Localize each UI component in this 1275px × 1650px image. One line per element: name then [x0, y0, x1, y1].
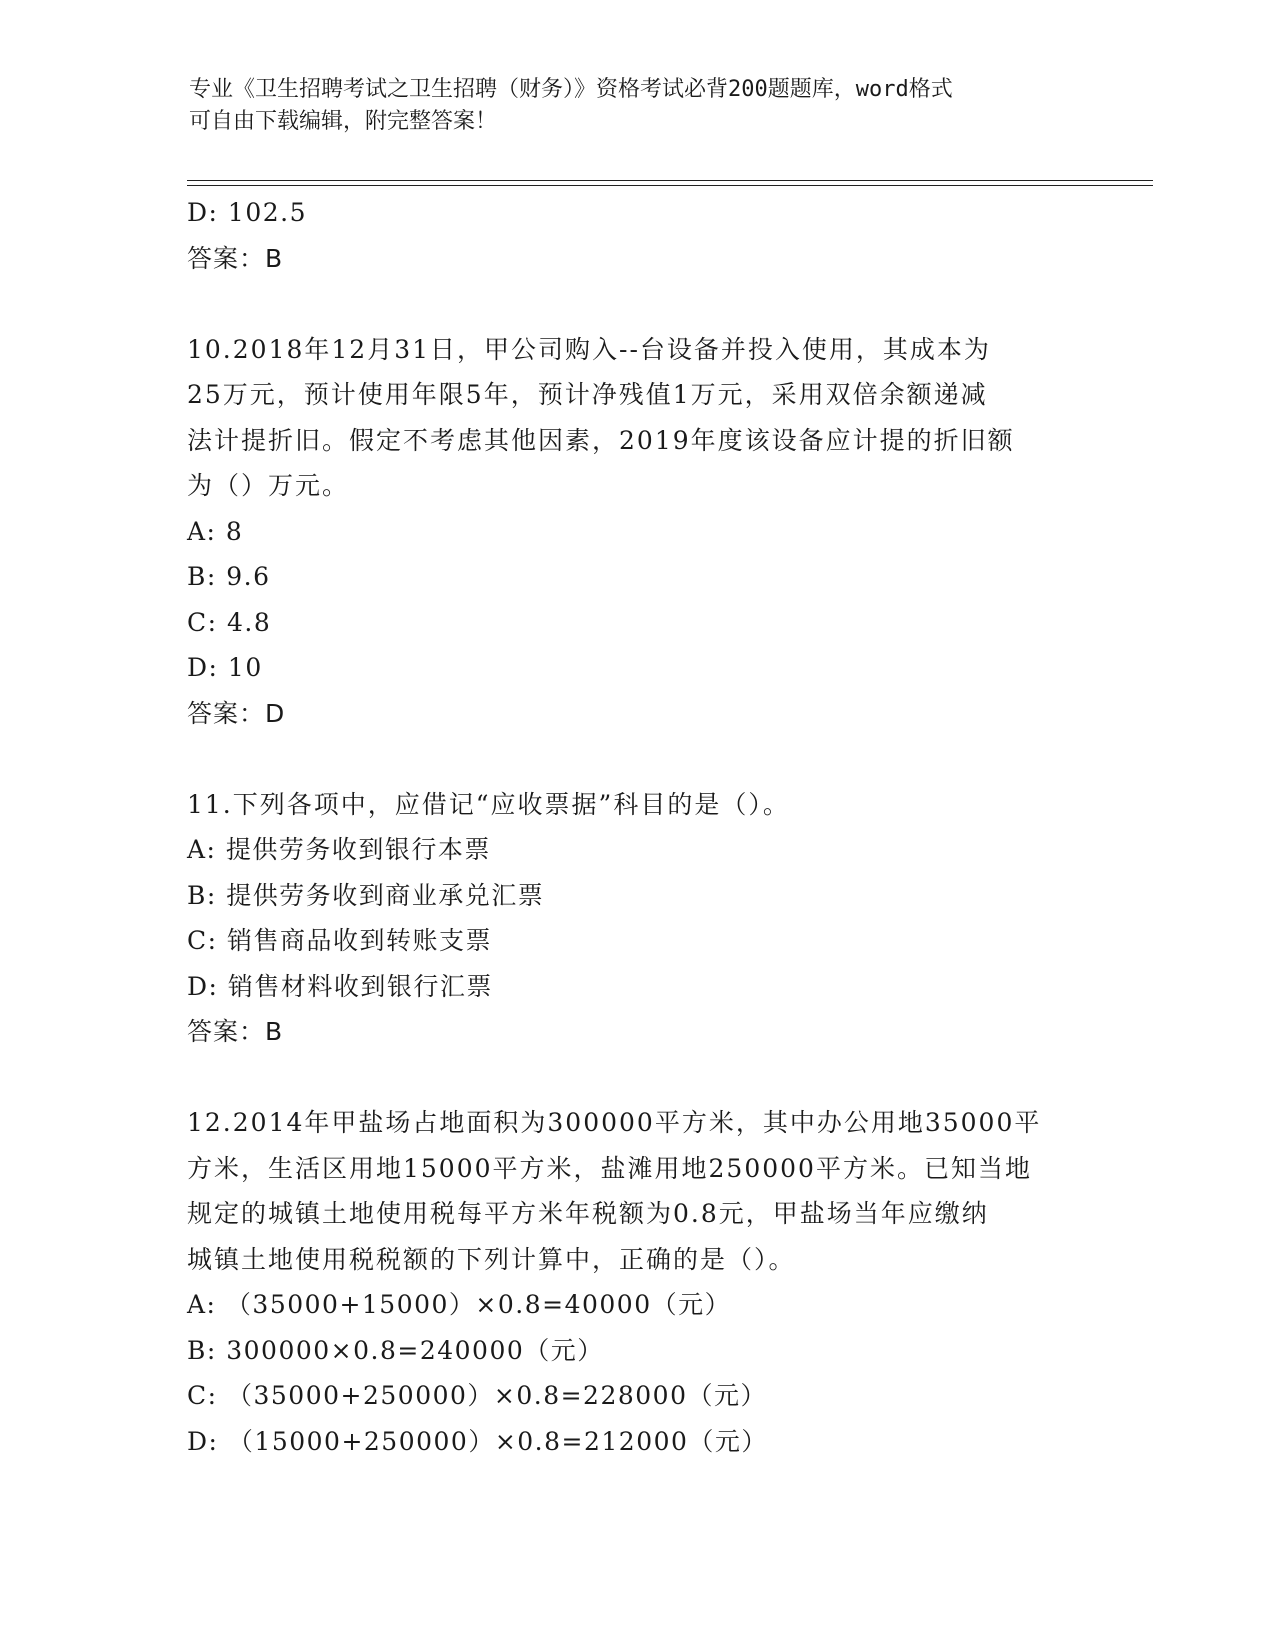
option-c: C: 销售商品收到转账支票 [187, 926, 492, 955]
stem-line: 法计提折旧。假定不考虑其他因素，2019年度该设备应计提的折旧额 [187, 425, 1015, 455]
stem-line: 方米，生活区用地15000平方米，盐滩用地250000平方米。已知当地 [187, 1153, 1032, 1183]
answer-line: 答案：B [187, 243, 284, 273]
question-stem [187, 1100, 1067, 1282]
question-stem [187, 782, 1067, 828]
stem-line: 城镇土地使用税税额的下列计算中，正确的是（）。 [187, 1244, 796, 1274]
question-11 [187, 782, 1087, 1055]
option-d: D: 10 [187, 653, 263, 682]
option-c: C: （35000+250000）×0.8=228000（元） [187, 1381, 767, 1410]
page-header [189, 74, 1069, 138]
option-a: A: 提供劳务收到银行本票 [187, 835, 491, 864]
header-line-1: 专业《卫生招聘考试之卫生招聘（财务）》资格考试必背200题题库，word格式 [189, 77, 953, 102]
stem-line: 规定的城镇土地使用税每平方米年税额为0.8元，甲盐场当年应缴纳 [187, 1199, 989, 1228]
spacer [187, 736, 1087, 782]
spacer [187, 281, 1087, 327]
stem-line: 10.2018年12月31日，甲公司购入--台设备并投入使用，其成本为 [187, 334, 991, 364]
document-body [187, 190, 1087, 1464]
answer-line: 答案：B [187, 1017, 284, 1046]
option-c: C: 4.8 [187, 607, 272, 637]
question-12 [187, 1100, 1087, 1464]
stem-line: 12.2014年甲盐场占地面积为300000平方米，其中办公用地35000平 [187, 1108, 1042, 1137]
answer-line: 答案：D [187, 698, 286, 728]
question-10 [187, 327, 1087, 737]
stem-line: 25万元，预计使用年限5年，预计净残值1万元，采用双倍余额递减 [187, 380, 988, 409]
spacer [187, 1055, 1087, 1101]
option-a: A: 8 [187, 516, 244, 546]
option-b: B: 9.6 [187, 562, 271, 591]
stem-line: 11.下列各项中，应借记“应收票据”科目的是（）。 [187, 789, 790, 819]
option-b: B: 提供劳务收到商业承兑汇票 [187, 880, 545, 910]
header-divider [187, 180, 1153, 186]
option-d: D: 销售材料收到银行汇票 [187, 971, 493, 1001]
option-d: D: 102.5 [187, 198, 307, 227]
question-9-tail [187, 190, 1087, 281]
question-stem [187, 327, 1067, 509]
header-line-2: 可自由下载编辑，附完整答案！ [189, 109, 498, 134]
option-a: A: （35000+15000）×0.8=40000（元） [187, 1290, 732, 1319]
option-b: B: 300000×0.8=240000（元） [187, 1335, 604, 1365]
option-d: D: （15000+250000）×0.8=212000（元） [187, 1426, 768, 1456]
stem-line: 为（）万元。 [187, 471, 350, 500]
